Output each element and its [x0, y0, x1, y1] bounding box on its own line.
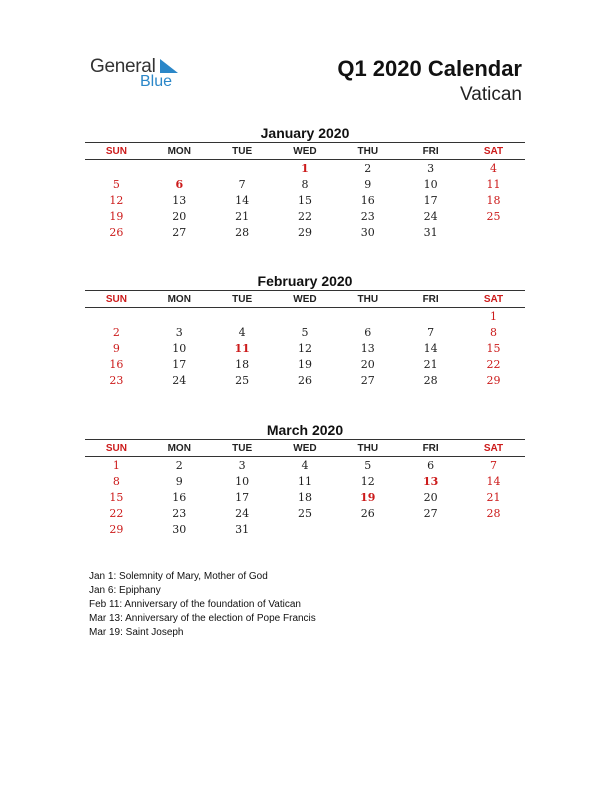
day-cell: 1	[490, 309, 498, 323]
empty-day-cell	[462, 224, 525, 240]
weekday-header: SAT	[462, 291, 525, 308]
day-cell: 17	[172, 357, 187, 371]
day-cell: 8	[301, 177, 309, 191]
day-cell: 19	[109, 209, 124, 223]
week-row	[85, 224, 525, 240]
day-cell: 13	[422, 474, 439, 488]
empty-day-cell	[399, 521, 462, 537]
day-cell: 25	[486, 209, 501, 223]
day-cell: 13	[360, 341, 375, 355]
empty-day-cell	[399, 308, 462, 325]
weekday-header: THU	[336, 291, 399, 308]
month-block	[85, 421, 525, 537]
weekday-header: SUN	[85, 143, 148, 160]
logo-word-blue: Blue	[140, 73, 173, 90]
calendar-grid	[85, 439, 525, 537]
day-cell: 23	[360, 209, 375, 223]
day-cell: 12	[297, 341, 312, 355]
day-cell: 23	[109, 373, 124, 387]
day-cell: 9	[112, 341, 120, 355]
weekday-header: THU	[336, 440, 399, 457]
logo-word-general: General	[90, 56, 156, 77]
day-cell: 2	[112, 325, 120, 339]
weekday-header: MON	[148, 291, 211, 308]
day-cell: 11	[297, 474, 312, 488]
day-cell: 3	[427, 161, 435, 175]
day-cell: 20	[172, 209, 187, 223]
month-block	[85, 124, 525, 240]
day-cell: 15	[109, 490, 124, 504]
month-title: March 2020	[266, 422, 344, 438]
weekday-header: FRI	[399, 143, 462, 160]
calendar-grid	[85, 142, 525, 240]
day-cell: 2	[364, 161, 372, 175]
day-cell: 25	[235, 373, 250, 387]
day-cell: 26	[109, 225, 124, 239]
day-cell: 4	[301, 458, 309, 472]
day-cell: 12	[360, 474, 375, 488]
day-cell: 7	[427, 325, 435, 339]
day-cell: 16	[109, 357, 124, 371]
weekday-header: WED	[274, 143, 337, 160]
holiday-list	[89, 570, 316, 640]
week-row	[85, 340, 525, 356]
holiday-item: Mar 13: Anniversary of the election of Pope Francis	[89, 613, 316, 624]
day-cell: 1	[112, 458, 120, 472]
empty-day-cell	[85, 308, 148, 325]
day-cell: 15	[486, 341, 501, 355]
holiday-item: Feb 11: Anniversary of the foundation of Vatican	[89, 599, 301, 610]
day-cell: 4	[490, 161, 498, 175]
weekday-header: THU	[336, 143, 399, 160]
day-cell: 31	[235, 522, 250, 536]
week-row	[85, 473, 525, 489]
weekday-header: MON	[148, 440, 211, 457]
week-row	[85, 192, 525, 208]
day-cell: 10	[172, 341, 187, 355]
day-cell: 18	[235, 357, 250, 371]
holiday-item: Mar 19: Saint Joseph	[89, 627, 184, 638]
weekday-header: TUE	[211, 291, 274, 308]
day-cell: 2	[175, 458, 183, 472]
day-cell: 18	[486, 193, 501, 207]
day-cell: 10	[423, 177, 438, 191]
day-cell: 28	[423, 373, 438, 387]
weekday-header: SUN	[85, 291, 148, 308]
empty-day-cell	[148, 308, 211, 325]
day-cell: 27	[423, 506, 438, 520]
day-cell: 22	[297, 209, 312, 223]
weekday-header: TUE	[211, 143, 274, 160]
day-cell: 7	[238, 177, 246, 191]
month-title: January 2020	[260, 125, 350, 141]
day-cell: 28	[235, 225, 250, 239]
week-row	[85, 160, 525, 177]
day-cell: 22	[109, 506, 124, 520]
empty-day-cell	[148, 160, 211, 177]
day-cell: 13	[172, 193, 187, 207]
empty-day-cell	[462, 521, 525, 537]
day-cell: 6	[175, 177, 184, 191]
empty-day-cell	[274, 521, 337, 537]
week-row	[85, 505, 525, 521]
week-row	[85, 457, 525, 474]
page-title: Q1 2020 Calendar	[337, 56, 522, 81]
weekday-header: TUE	[211, 440, 274, 457]
weekday-header: FRI	[399, 291, 462, 308]
day-cell: 19	[297, 357, 312, 371]
day-cell: 26	[360, 506, 375, 520]
day-cell: 8	[490, 325, 498, 339]
day-cell: 7	[490, 458, 498, 472]
day-cell: 24	[172, 373, 187, 387]
day-cell: 25	[297, 506, 312, 520]
week-row	[85, 324, 525, 340]
weekday-header: FRI	[399, 440, 462, 457]
month-title: February 2020	[257, 273, 353, 289]
day-cell: 27	[172, 225, 187, 239]
week-row	[85, 176, 525, 192]
day-cell: 29	[297, 225, 312, 239]
day-cell: 14	[423, 341, 438, 355]
day-cell: 24	[423, 209, 438, 223]
day-cell: 3	[238, 458, 246, 472]
day-cell: 26	[297, 373, 312, 387]
day-cell: 5	[301, 325, 309, 339]
day-cell: 4	[238, 325, 246, 339]
empty-day-cell	[211, 308, 274, 325]
empty-day-cell	[336, 308, 399, 325]
day-cell: 24	[235, 506, 250, 520]
empty-day-cell	[274, 308, 337, 325]
week-row	[85, 489, 525, 505]
day-cell: 14	[486, 474, 501, 488]
holiday-item: Jan 6: Epiphany	[89, 585, 161, 596]
day-cell: 22	[486, 357, 501, 371]
day-cell: 16	[172, 490, 187, 504]
day-cell: 23	[172, 506, 187, 520]
day-cell: 28	[486, 506, 501, 520]
day-cell: 3	[175, 325, 183, 339]
week-row	[85, 208, 525, 224]
holiday-item: Jan 1: Solemnity of Mary, Mother of God	[89, 571, 268, 582]
day-cell: 20	[360, 357, 375, 371]
month-block	[85, 272, 525, 388]
day-cell: 20	[423, 490, 438, 504]
day-cell: 9	[175, 474, 183, 488]
day-cell: 17	[235, 490, 250, 504]
day-cell: 15	[297, 193, 312, 207]
day-cell: 11	[486, 177, 501, 191]
day-cell: 29	[486, 373, 501, 387]
day-cell: 5	[364, 458, 372, 472]
day-cell: 31	[423, 225, 438, 239]
day-cell: 14	[235, 193, 250, 207]
day-cell: 11	[234, 341, 250, 355]
country-name: Vatican	[460, 84, 522, 105]
day-cell: 21	[423, 357, 438, 371]
empty-day-cell	[211, 160, 274, 177]
logo-flag-icon	[160, 59, 178, 73]
weekday-header: WED	[274, 440, 337, 457]
weekday-header: SAT	[462, 143, 525, 160]
weekday-header: SAT	[462, 440, 525, 457]
calendar-grid	[85, 290, 525, 388]
day-cell: 5	[112, 177, 120, 191]
day-cell: 21	[486, 490, 501, 504]
day-cell: 8	[112, 474, 120, 488]
generalblue-logo	[90, 56, 200, 96]
week-row	[85, 356, 525, 372]
day-cell: 30	[172, 522, 187, 536]
day-cell: 18	[297, 490, 312, 504]
day-cell: 6	[427, 458, 435, 472]
day-cell: 12	[109, 193, 124, 207]
empty-day-cell	[85, 160, 148, 177]
day-cell: 10	[235, 474, 250, 488]
day-cell: 19	[360, 490, 376, 504]
empty-day-cell	[336, 521, 399, 537]
week-row	[85, 308, 525, 325]
day-cell: 29	[109, 522, 124, 536]
day-cell: 1	[301, 161, 309, 175]
day-cell: 27	[360, 373, 375, 387]
day-cell: 6	[364, 325, 372, 339]
day-cell: 16	[360, 193, 375, 207]
day-cell: 17	[423, 193, 438, 207]
weekday-header: SUN	[85, 440, 148, 457]
weekday-header: WED	[274, 291, 337, 308]
day-cell: 9	[364, 177, 372, 191]
weekday-header: MON	[148, 143, 211, 160]
day-cell: 21	[235, 209, 250, 223]
week-row	[85, 372, 525, 388]
week-row	[85, 521, 525, 537]
day-cell: 30	[360, 225, 375, 239]
